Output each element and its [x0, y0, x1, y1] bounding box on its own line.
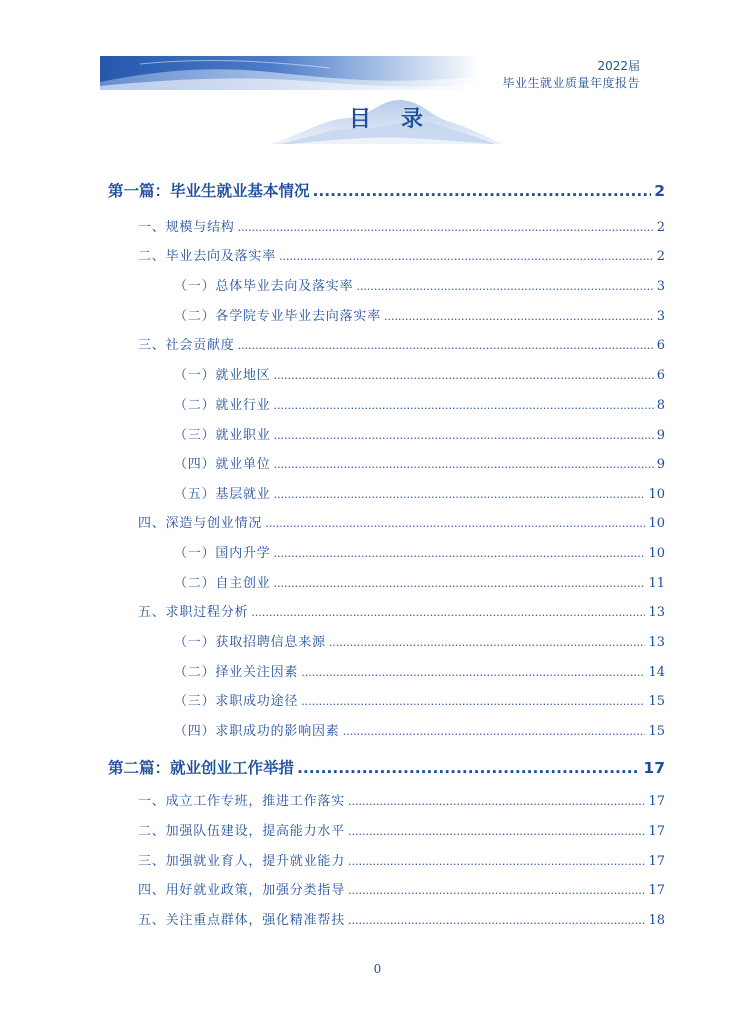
toc-entry-label: （二）就业行业: [174, 398, 271, 413]
toc-entry-label: 五、求职过程分析: [138, 605, 249, 620]
toc-dot-leader: [238, 339, 654, 352]
toc-section-entry[interactable]: [138, 909, 665, 928]
toc-dot-leader: [297, 759, 640, 777]
page-number: 0: [373, 962, 382, 976]
toc-entry-label: （一）国内升学: [174, 546, 271, 561]
toc-dot-leader: [238, 221, 654, 234]
toc-entry-page-number: 17: [648, 854, 665, 869]
toc-dot-leader: [274, 458, 654, 471]
toc-subsection-entry[interactable]: [174, 572, 665, 591]
toc-entry-page-number: 11: [648, 576, 665, 591]
toc-entry-page-number: 10: [648, 546, 665, 561]
toc-entry-page-number: 9: [656, 428, 665, 443]
toc-section-entry[interactable]: [138, 601, 665, 620]
toc-entry-label: （一）获取招聘信息来源: [174, 635, 326, 650]
toc-entry-label: 三、加强就业育人，提升就业能力: [138, 854, 346, 869]
page-title: 目录: [348, 107, 453, 132]
toc-section-entry[interactable]: [138, 245, 665, 264]
toc-dot-leader: [274, 577, 646, 590]
header-report-name: 毕业生就业质量年度报告: [502, 76, 640, 90]
toc-entry-label: （四）求职成功的影响因素: [174, 724, 340, 739]
toc-dot-leader: [301, 666, 645, 679]
toc-dot-leader: [279, 250, 654, 263]
toc-subsection-entry[interactable]: [174, 424, 665, 443]
toc-dot-leader: [274, 399, 654, 412]
toc-entry-label: 五、关注重点群体，强化精准帮扶: [138, 913, 346, 928]
toc-section-entry[interactable]: [138, 334, 665, 353]
toc-title-block: [270, 96, 502, 148]
toc-dot-leader: [348, 855, 645, 868]
toc-subsection-entry[interactable]: [174, 275, 665, 294]
toc-subsection-entry[interactable]: [174, 305, 665, 324]
toc-subsection-entry[interactable]: [174, 690, 665, 709]
toc-entry-page-number: 17: [648, 824, 665, 839]
toc-dot-leader: [348, 825, 645, 838]
toc-section-entry[interactable]: [138, 879, 665, 898]
header-wave-banner: [100, 56, 480, 90]
toc-entry-page-number: 15: [648, 724, 665, 739]
toc-subsection-entry[interactable]: [174, 542, 665, 561]
header-year: 2022届: [597, 59, 640, 73]
toc-subsection-entry[interactable]: [174, 453, 665, 472]
toc-part-heading[interactable]: [108, 756, 665, 778]
toc-entry-page-number: 10: [648, 516, 665, 531]
toc-entry-page-number: 9: [656, 457, 665, 472]
toc-dot-leader: [274, 369, 654, 382]
toc-subsection-entry[interactable]: [174, 631, 665, 650]
toc-entry-label: 四、深造与创业情况: [138, 516, 263, 531]
toc-part-heading[interactable]: [108, 179, 665, 201]
toc-entry-label: 二、毕业去向及落实率: [138, 249, 277, 264]
toc-section-entry[interactable]: [138, 850, 665, 869]
toc-section-entry[interactable]: [138, 820, 665, 839]
toc-dot-leader: [274, 547, 646, 560]
toc-entry-page-number: 17: [648, 883, 665, 898]
toc-entry-label: 三、社会贡献度: [138, 338, 235, 353]
toc-dot-leader: [329, 636, 646, 649]
toc-entry-page-number: 17: [643, 759, 665, 777]
toc-entry-page-number: 2: [656, 220, 665, 235]
toc-entry-page-number: 3: [656, 309, 665, 324]
toc-entry-label: （二）各学院专业毕业去向落实率: [174, 309, 382, 324]
toc-dot-leader: [348, 795, 645, 808]
toc-dot-leader: [356, 280, 653, 293]
toc-dot-leader: [301, 695, 645, 708]
toc-entry-page-number: 6: [656, 338, 665, 353]
toc-subsection-entry[interactable]: [174, 483, 665, 502]
toc-entry-label: （五）基层就业: [174, 487, 271, 502]
toc-dot-leader: [274, 488, 646, 501]
toc-dot-leader: [348, 914, 645, 927]
toc-section-entry[interactable]: [138, 216, 665, 235]
toc-entry-label: 第二篇：就业创业工作举措: [108, 759, 295, 777]
toc-dot-leader: [384, 310, 654, 323]
toc-section-entry[interactable]: [138, 790, 665, 809]
toc-entry-page-number: 14: [648, 665, 665, 680]
toc-entry-page-number: 2: [656, 249, 665, 264]
toc-entry-label: 一、成立工作专班，推进工作落实: [138, 794, 346, 809]
toc-dot-leader: [274, 429, 654, 442]
toc-entry-label: （二）择业关注因素: [174, 665, 299, 680]
toc-subsection-entry[interactable]: [174, 364, 665, 383]
toc-entry-page-number: 17: [648, 794, 665, 809]
toc-subsection-entry[interactable]: [174, 720, 665, 739]
toc-entry-label: 第一篇：毕业生就业基本情况: [108, 182, 310, 200]
toc-entry-label: （一）总体毕业去向及落实率: [174, 279, 354, 294]
toc-entry-label: 一、规模与结构: [138, 220, 235, 235]
toc-section-entry[interactable]: [138, 512, 665, 531]
toc-entry-label: （四）就业单位: [174, 457, 271, 472]
toc-subsection-entry[interactable]: [174, 661, 665, 680]
toc-entry-page-number: 2: [654, 182, 665, 200]
toc-dot-leader: [313, 182, 652, 200]
toc-entry-label: （三）就业职业: [174, 428, 271, 443]
toc-entry-page-number: 18: [648, 913, 665, 928]
toc-entry-page-number: 8: [656, 398, 665, 413]
toc-entry-label: （二）自主创业: [174, 576, 271, 591]
toc-subsection-entry[interactable]: [174, 394, 665, 413]
toc-entry-label: （一）就业地区: [174, 368, 271, 383]
toc-entry-page-number: 13: [648, 605, 665, 620]
toc-entry-page-number: 15: [648, 694, 665, 709]
toc-entry-label: （三）求职成功途径: [174, 694, 299, 709]
toc-dot-leader: [265, 517, 645, 530]
toc-entry-page-number: 10: [648, 487, 665, 502]
toc-dot-leader: [251, 606, 645, 619]
header-report-info: [502, 58, 640, 92]
toc-dot-leader: [348, 884, 645, 897]
toc-entry-page-number: 3: [656, 279, 665, 294]
toc-dot-leader: [343, 725, 646, 738]
toc-entry-page-number: 6: [656, 368, 665, 383]
toc-entry-page-number: 13: [648, 635, 665, 650]
toc-entry-label: 四、用好就业政策，加强分类指导: [138, 883, 346, 898]
toc-entry-label: 二、加强队伍建设，提高能力水平: [138, 824, 346, 839]
